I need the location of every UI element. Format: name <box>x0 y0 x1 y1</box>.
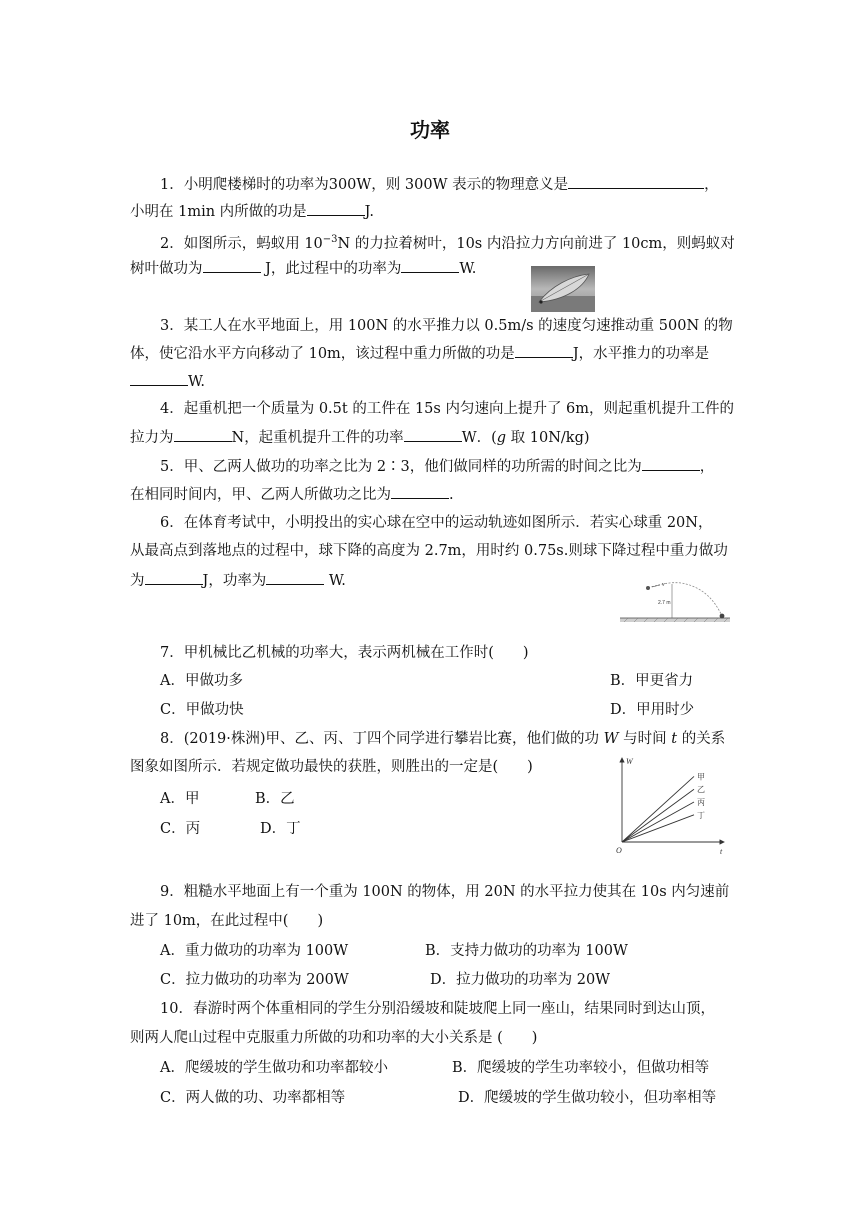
page-title: 功率 <box>410 118 450 142</box>
q6-line-1: 6．在体育考试中，小明投出的实心球在空中的运动轨迹如图所示．若实心球重 20N， <box>160 515 713 531</box>
series-line-1 <box>622 776 694 842</box>
q2-line-2: 树叶做功为 J，此过程中的功率为 W. <box>130 258 730 279</box>
q9-option-c[interactable]: C．拉力做功的功率为 200W <box>160 972 349 988</box>
q7-stem: 7．甲机械比乙机械的功率大，表示两机械在工作时( ) <box>160 645 529 661</box>
q7-option-c[interactable]: C．甲做功快 <box>160 702 244 718</box>
answer-blank[interactable] <box>266 570 324 585</box>
q3-line-3: W. <box>130 371 730 392</box>
work-time-chart <box>612 754 732 858</box>
series-label-2: 乙 <box>697 785 705 795</box>
q9-line-1: 9．粗糙水平地面上有一个重为 100N 的物体，用 20N 的水平拉力使其在 10s 内匀速前 <box>160 884 730 900</box>
answer-blank[interactable] <box>130 371 188 386</box>
q7-option-d[interactable]: D．甲用时少 <box>610 702 695 718</box>
q1-line-2: 小明在 1min 内所做的功是 J. <box>130 201 730 222</box>
answer-blank[interactable] <box>568 174 704 189</box>
series-label-3: 丙 <box>697 798 705 807</box>
q8-option-d[interactable]: D．丁 <box>260 821 301 837</box>
q8-option-b[interactable]: B．乙 <box>255 791 295 807</box>
q8-option-a[interactable]: A．甲 <box>160 791 200 807</box>
answer-blank[interactable] <box>145 570 203 585</box>
y-axis-label: W <box>626 757 633 766</box>
q7-option-b[interactable]: B．甲更省力 <box>610 673 694 689</box>
q9-option-d[interactable]: D．拉力做功的功率为 20W <box>430 972 611 988</box>
q5-line-2: 在相同时间内，甲、乙两人所做功之比为 . <box>130 484 730 505</box>
x-axis-label: t <box>720 847 723 856</box>
answer-blank[interactable] <box>203 258 261 273</box>
q8-line-1: 8．(2019·株洲)甲、乙、丙、丁四个同学进行攀岩比赛，他们做的功 W 与时间 t 的关系 <box>160 731 726 747</box>
q6-line-2: 从最高点到落地点的过程中，球下降的高度为 2.7m，用时约 0.75s.则球下降过程中重力做功 <box>130 543 728 559</box>
ball-trajectory-figure <box>620 576 730 628</box>
q3-line-1: 3．某工人在水平地面上，用 100N 的水平推力以 0.5m/s 的速度匀速推动重 500N 的物 <box>160 318 733 334</box>
answer-blank[interactable] <box>174 427 232 442</box>
answer-blank[interactable] <box>307 201 365 216</box>
answer-blank[interactable] <box>642 456 700 471</box>
q10-option-b[interactable]: B．爬缓坡的学生功率较小，但做功相等 <box>452 1060 710 1076</box>
series-label-1: 甲 <box>697 772 705 782</box>
q3-line-2: 体，使它沿水平方向移动了 10m，该过程中重力所做的功是 J，水平推力的功率是 <box>130 343 730 364</box>
q9-option-b[interactable]: B．支持力做功的功率为 100W <box>425 943 628 959</box>
series-line-4 <box>622 815 694 842</box>
series-line-3 <box>622 802 694 842</box>
velocity-label: v <box>662 582 665 588</box>
q10-option-a[interactable]: A．爬缓坡的学生做功和功率都较小 <box>160 1060 388 1076</box>
series-label-4: 丁 <box>697 810 705 820</box>
answer-blank[interactable] <box>401 258 459 273</box>
origin-label: O <box>616 846 622 855</box>
q7-option-a[interactable]: A．甲做功多 <box>160 673 243 689</box>
answer-blank[interactable] <box>391 484 449 499</box>
height-label: 2.7 m <box>658 600 671 606</box>
q10-line-2: 则两人爬山过程中克服重力所做的功和功率的大小关系是 ( ) <box>130 1030 538 1046</box>
q9-line-2: 进了 10m，在此过程中( ) <box>130 913 324 929</box>
q8-option-c[interactable]: C．丙 <box>160 821 201 837</box>
q4-line-2: 拉力为 N，起重机提升工件的功率 W．(g 取 10N/kg) <box>130 427 730 448</box>
answer-blank[interactable] <box>515 343 573 358</box>
series-line-2 <box>622 789 694 842</box>
q10-line-1: 10．春游时两个体重相同的学生分别沿缓坡和陡坡爬上同一座山，结果同时到达山顶， <box>160 1001 715 1017</box>
q2-line-1: 2．如图所示，蚂蚁用 $10^{-3}N$ 的力拉着树叶，10s 内沿拉力方向前进了 10cm，则蚂蚁对 <box>160 234 735 252</box>
q6-line-3: 为 J，功率为 W. <box>130 570 730 591</box>
q9-option-a[interactable]: A．重力做功的功率为 100W <box>160 943 349 959</box>
q5-line-1: 5．甲、乙两人做功的功率之比为 2∶3，他们做同样的功所需的时间之比为 ， <box>160 456 760 477</box>
q4-line-1: 4．起重机把一个质量为 0.5t 的工件在 15s 内匀速向上提升了 6m，则起重机提升工件的 <box>160 401 735 417</box>
q10-option-c[interactable]: C．两人做的功、功率都相等 <box>160 1090 346 1106</box>
q8-line-2: 图象如图所示．若规定做功最快的获胜，则胜出的一定是( ) <box>130 759 533 775</box>
answer-blank[interactable] <box>404 427 462 442</box>
q10-option-d[interactable]: D．爬缓坡的学生做功较小，但功率相等 <box>458 1090 717 1106</box>
q1-line-1: 1．小明爬楼梯时的功率为300W，则 300W 表示的物理意义是 ， <box>160 174 760 195</box>
ant-leaf-photo <box>531 266 595 312</box>
